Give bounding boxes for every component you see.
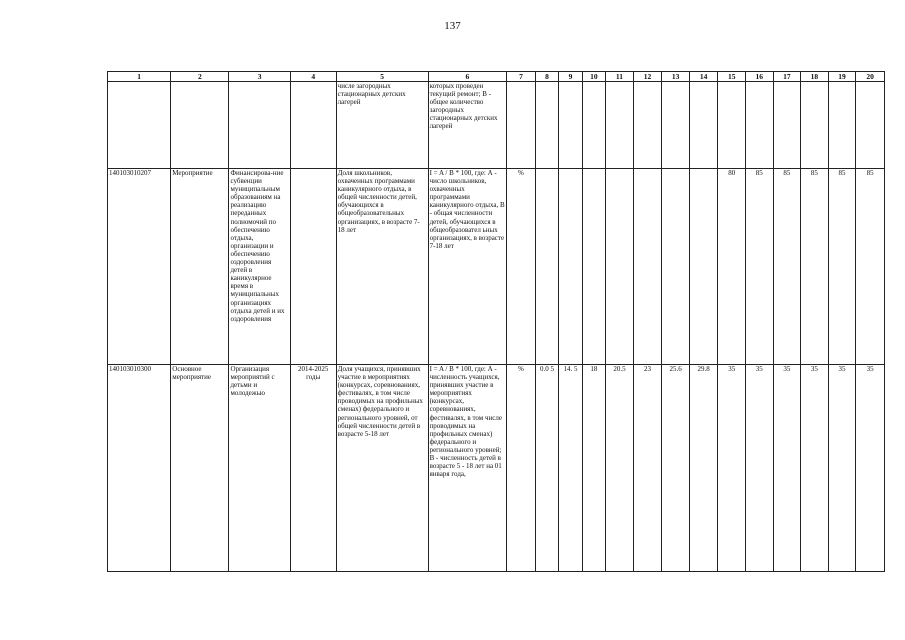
- value-cell: 35: [801, 365, 829, 572]
- header-cell: 2: [171, 72, 229, 82]
- indicators-table: [107, 71, 885, 572]
- code-cell: 140103010207: [108, 169, 171, 365]
- header-cell: 7: [507, 72, 536, 82]
- value-cell: 29.8: [689, 365, 718, 572]
- header-cell: 10: [582, 72, 605, 82]
- value-cell: 23: [633, 365, 662, 572]
- value-cell: [633, 82, 662, 169]
- value-cell: 85: [856, 169, 885, 365]
- value-cell: [535, 169, 558, 365]
- value-cell: [606, 169, 634, 365]
- value-cell: [689, 169, 718, 365]
- value-cell: [856, 82, 885, 169]
- header-cell: 1: [108, 72, 171, 82]
- value-cell: [828, 82, 856, 169]
- header-cell: 9: [559, 72, 582, 82]
- value-cell: 0.0 5: [535, 365, 558, 572]
- table-row: [108, 169, 885, 365]
- value-cell: [582, 169, 605, 365]
- value-cell: [662, 82, 690, 169]
- period-cell: 2014-2025 годы: [290, 365, 336, 572]
- code-cell: [108, 82, 171, 169]
- header-cell: 17: [773, 72, 801, 82]
- indicator-cell: Доля школьников, охваченных программами каникулярного отдыха, в общей численности детей, обучающихся в общеобразовательных организациях, в возрасте 7-18 лет: [336, 169, 428, 365]
- header-cell: 4: [290, 72, 336, 82]
- header-cell: 3: [229, 72, 290, 82]
- value-cell: [559, 82, 582, 169]
- name-cell: Организация мероприятий с детьми и молодежью: [229, 365, 290, 572]
- indicator-cell: Доля учащихся, принявших участие в мероприятиях (конкурсах, соревнованиях, фестивалях, в том числе проводимых на профильных сменах) федерального и регионального уровней, от общей численности детей в возрасте 5-18 лет: [336, 365, 428, 572]
- value-cell: 35: [718, 365, 746, 572]
- unit-cell: [507, 82, 536, 169]
- table-row: [108, 82, 885, 169]
- name-cell: [229, 82, 290, 169]
- header-cell: 13: [662, 72, 690, 82]
- name-cell: Финансирова-ние субвенции муниципальным образованиям на реализацию переданных полномочий по обеспечению отдыха, организации и обеспечению оздоровления детей в каникулярное время в муниципальных организациях отдыха детей и их оздоровления: [229, 169, 290, 365]
- unit-cell: %: [507, 365, 536, 572]
- header-cell: 19: [828, 72, 856, 82]
- type-cell: Основное мероприятие: [171, 365, 229, 572]
- value-cell: 35: [746, 365, 774, 572]
- value-cell: 85: [773, 169, 801, 365]
- header-cell: 11: [606, 72, 634, 82]
- value-cell: 20.5: [606, 365, 634, 572]
- value-cell: [606, 82, 634, 169]
- period-cell: [290, 169, 336, 365]
- value-cell: [718, 82, 746, 169]
- header-cell: 16: [746, 72, 774, 82]
- page-number: 137: [444, 20, 461, 32]
- value-cell: 18: [582, 365, 605, 572]
- value-cell: [633, 169, 662, 365]
- formula-cell: которых проведен текущий ремонт; В - общее количество загородных стационарных детских лагерей: [428, 82, 507, 169]
- header-cell: 14: [689, 72, 718, 82]
- value-cell: [773, 82, 801, 169]
- value-cell: [535, 82, 558, 169]
- value-cell: [662, 169, 690, 365]
- value-cell: 35: [856, 365, 885, 572]
- value-cell: 35: [828, 365, 856, 572]
- header-cell: 18: [801, 72, 829, 82]
- type-cell: [171, 82, 229, 169]
- header-cell: 5: [336, 72, 428, 82]
- header-cell: 6: [428, 72, 507, 82]
- header-cell: 8: [535, 72, 558, 82]
- period-cell: [290, 82, 336, 169]
- formula-cell: I = A / B * 100, где: А - число школьников, охваченных программами каникулярного отдыха, В - общая численности детей, обучающихся в общеобразовател ьных организациях, в возрасте 7-18 лет: [428, 169, 507, 365]
- value-cell: 80: [718, 169, 746, 365]
- value-cell: [559, 169, 582, 365]
- formula-cell: I = A / B * 100, где: А - численность учащихся, принявших участие в мероприятиях (конкурсах, соревнованиях, фестивалях, в том числе проводимых на профильных сменах) федерального и регионального уровней; В - численность детей в возрасте 5 - 18 лет на 01 января года,: [428, 365, 507, 572]
- unit-cell: %: [507, 169, 536, 365]
- value-cell: 85: [746, 169, 774, 365]
- value-cell: [689, 82, 718, 169]
- type-cell: Мероприятие: [171, 169, 229, 365]
- value-cell: [582, 82, 605, 169]
- value-cell: 14. 5: [559, 365, 582, 572]
- value-cell: [746, 82, 774, 169]
- value-cell: 35: [773, 365, 801, 572]
- value-cell: 85: [828, 169, 856, 365]
- value-cell: 85: [801, 169, 829, 365]
- header-cell: 15: [718, 72, 746, 82]
- value-cell: 25.6: [662, 365, 690, 572]
- header-cell: 12: [633, 72, 662, 82]
- code-cell: 140103010300: [108, 365, 171, 572]
- table-row: [108, 365, 885, 572]
- header-row: [108, 72, 885, 82]
- value-cell: [801, 82, 829, 169]
- header-cell: 20: [856, 72, 885, 82]
- indicator-cell: числе загородных стационарных детских лагерей: [336, 82, 428, 169]
